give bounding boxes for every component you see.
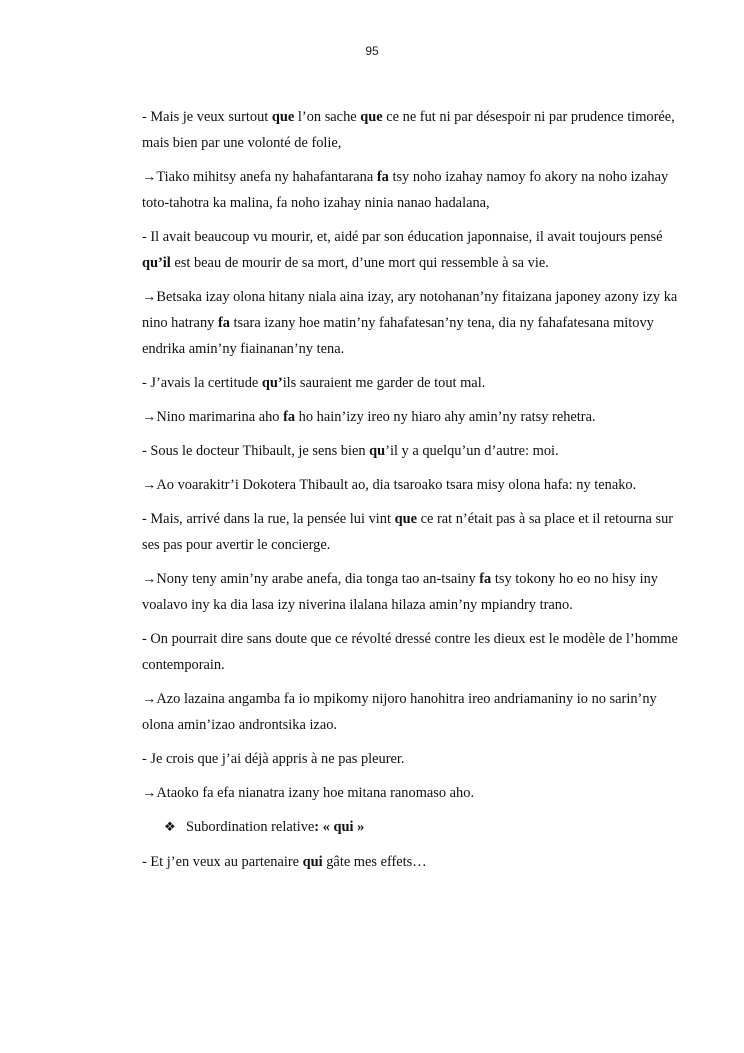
paragraph-text: tsy noho izahay namoy fo akory na noho izahay toto-tahotra ka malina, fa noho izahay ninia nanao hadalana, — [142, 169, 669, 211]
paragraph-text: →Tiako mihitsy anefa ny hahafantarana — [142, 169, 377, 185]
paragraph-text: - J’avais la certitude — [142, 375, 262, 391]
paragraph-text: →Ao voarakitr’i Dokotera Thibault ao, dia tsaroako tsara misy olona hafa: ny tenako. — [142, 477, 637, 493]
paragraph-text: ce rat n’était pas à sa place et il retourna sur ses pas pour avertir le concierge. — [142, 511, 674, 553]
paragraph-9 — [142, 506, 682, 558]
paragraph-text: ho hain’izy ireo ny hiaro ahy amin’ny ratsy rehetra. — [295, 409, 596, 425]
paragraph-text: tsara izany hoe matin’ny fahafatesan’ny tena, dia ny fahafatesana mitovy endrika amin’ny fiainanan’ny tena. — [142, 315, 654, 357]
emphasized-word: fa — [217, 315, 230, 331]
bullet-label: Subordination relative — [186, 819, 315, 835]
paragraph-1 — [142, 104, 682, 156]
paragraph-3 — [142, 224, 682, 276]
paragraph-last — [142, 849, 682, 875]
paragraph-text: - Mais, arrivé dans la rue, la pensée lui vint — [142, 511, 395, 527]
paragraph-text: ’il y a quelqu’un d’autre: moi. — [385, 443, 559, 459]
paragraph-6 — [142, 404, 682, 430]
paragraph-text: →Nino marimarina aho — [142, 409, 284, 425]
diamond-bullet-icon: ❖ — [164, 820, 176, 835]
paragraph-13 — [142, 746, 682, 772]
paragraph-text: tsy tokony ho eo no hisy iny voalavo iny ka dia lasa izy niverina ilalana hilaza amin’ny mpiandry trano. — [142, 571, 658, 613]
paragraph-text: est beau de mourir de sa mort, d’une mort qui ressemble à sa vie. — [170, 255, 549, 271]
paragraph-7 — [142, 438, 682, 464]
emphasized-word: que — [394, 511, 417, 527]
paragraph-text: →Betsaka izay olona hitany niala aina izay, ary notohanan’ny fitaizana japoney azony izy ka nino hatrany — [142, 289, 678, 331]
paragraph-text: gâte mes effets… — [322, 854, 427, 870]
emphasized-word: fa — [283, 409, 296, 425]
paragraph-text: - Sous le docteur Thibault, je sens bien — [142, 443, 370, 459]
paragraph-14 — [142, 780, 682, 806]
paragraph-text: - Je crois que j’ai déjà appris à ne pas pleurer. — [142, 751, 405, 767]
page-number: 95 — [365, 44, 379, 58]
emphasized-word: qui — [302, 854, 323, 870]
document-body — [142, 104, 682, 883]
paragraph-8 — [142, 472, 682, 498]
paragraph-text: →Nony teny amin’ny arabe anefa, dia tonga tao an-tsainy — [142, 571, 480, 587]
section-bullet — [164, 814, 682, 841]
emphasized-word: que — [360, 109, 383, 125]
bullet-bold-label: : « qui » — [314, 819, 365, 835]
paragraph-2 — [142, 164, 682, 216]
paragraph-text: →Azo lazaina angamba fa io mpikomy nijoro hanohitra ireo andriamaniny io no sarin’ny olona amin’izao androntsika izao. — [142, 691, 657, 733]
paragraph-11 — [142, 626, 682, 678]
emphasized-word: fa — [479, 571, 492, 587]
paragraph-list — [142, 104, 682, 806]
emphasized-word: fa — [376, 169, 389, 185]
paragraph-text: - On pourrait dire sans doute que ce révolté dressé contre les dieux est le modèle de l’homme contemporain. — [142, 631, 678, 673]
paragraph-text: - Et j’en veux au partenaire — [142, 854, 303, 870]
paragraph-text: ils sauraient me garder de tout mal. — [282, 375, 486, 391]
paragraph-text: ce ne fut ni par désespoir ni par prudence timorée, mais bien par une volonté de folie, — [142, 109, 675, 151]
paragraph-10 — [142, 566, 682, 618]
emphasized-word: que — [271, 109, 295, 125]
paragraph-text: l’on sache — [294, 109, 361, 125]
paragraph-4 — [142, 284, 682, 362]
emphasized-word: qu’il — [142, 255, 171, 271]
paragraph-text: →Ataoko fa efa nianatra izany hoe mitana ranomaso aho. — [142, 785, 475, 801]
paragraph-text: - Mais je veux surtout — [142, 109, 272, 125]
paragraph-12 — [142, 686, 682, 738]
paragraph-5 — [142, 370, 682, 396]
emphasized-word: qu — [369, 443, 386, 459]
paragraph-text: - Il avait beaucoup vu mourir, et, aidé par son éducation japonnaise, il avait toujours pensé — [142, 229, 663, 245]
emphasized-word: qu’ — [261, 375, 283, 391]
